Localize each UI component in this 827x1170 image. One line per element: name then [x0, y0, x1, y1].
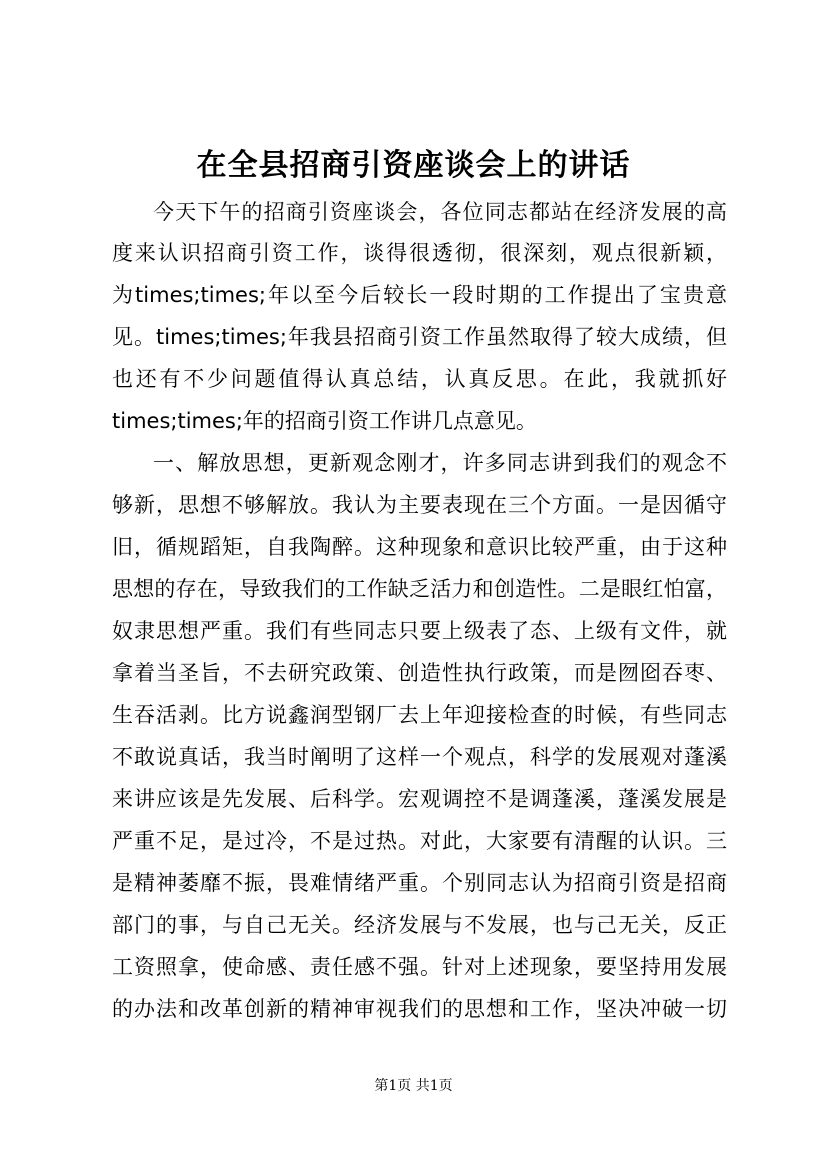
- text-line: 严重不足，是过冷，不是过热。对此，大家要有清醒的认识。三: [112, 829, 727, 853]
- document-title: 在全县招商引资座谈会上的讲话: [196, 148, 631, 183]
- text-line: 生吞活剥。比方说鑫润型钢厂去上年迎接检查的时候，有些同志: [112, 703, 727, 727]
- page-footer: 第1页 共1页: [374, 1078, 453, 1094]
- text-line: 也还有不少问题值得认真总结，认真反思。在此，我就抓好: [112, 367, 727, 391]
- text-line: 是精神萎靡不振，畏难情绪严重。个别同志认为招商引资是招商: [112, 871, 727, 895]
- text-line: 不敢说真话，我当时阐明了这样一个观点，科学的发展观对蓬溪: [112, 745, 727, 769]
- text-line: 够新，思想不够解放。我认为主要表现在三个方面。一是因循守: [112, 493, 727, 517]
- text-line: times;times;年的招商引资工作讲几点意见。: [112, 409, 537, 433]
- text-line: 拿着当圣旨，不去研究政策、创造性执行政策，而是囫囵吞枣、: [112, 661, 727, 685]
- text-line: 思想的存在，导致我们的工作缺乏活力和创造性。二是眼红怕富，: [112, 577, 727, 601]
- text-line: 见。times;times;年我县招商引资工作虽然取得了较大成绩，但: [112, 325, 727, 349]
- text-line: 为times;times;年以至今后较长一段时期的工作提出了宝贵意: [112, 283, 727, 307]
- text-line: 部门的事，与自己无关。经济发展与不发展，也与己无关，反正: [112, 913, 727, 937]
- text-line: 工资照拿，使命感、责任感不强。针对上述现象，要坚持用发展: [112, 955, 727, 979]
- text-line: 的办法和改革创新的精神审视我们的思想和工作，坚决冲破一切: [112, 997, 727, 1021]
- text-line: 今天下午的招商引资座谈会，各位同志都站在经济发展的高: [153, 200, 727, 224]
- text-line: 一、解放思想，更新观念刚才，许多同志讲到我们的观念不: [153, 451, 727, 475]
- text-line: 度来认识招商引资工作，谈得很透彻，很深刻，观点很新颖，: [112, 241, 727, 265]
- text-line: 来讲应该是先发展、后科学。宏观调控不是调蓬溪，蓬溪发展是: [112, 787, 727, 811]
- text-line: 奴隶思想严重。我们有些同志只要上级表了态、上级有文件，就: [112, 619, 727, 643]
- text-line: 旧，循规蹈矩，自我陶醉。这种现象和意识比较严重，由于这种: [112, 535, 727, 559]
